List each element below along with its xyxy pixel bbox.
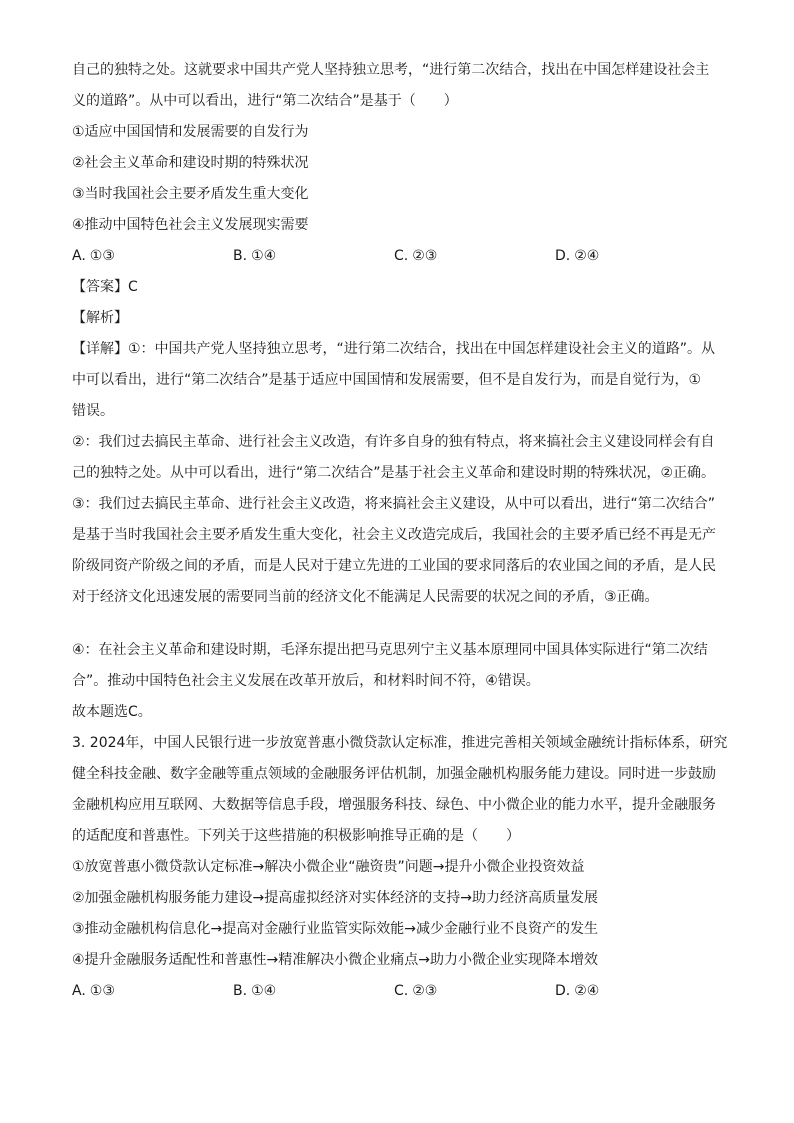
q2-option-b: B. ①④	[233, 248, 277, 264]
q3-statement: ①放宽普惠小微贷款认定标准→解决小微企业“融资贵”问题→提升小微企业投资效益	[72, 859, 585, 875]
q2-stem-line: 义的道路”。从中可以看出，进行“第二次结合”是基于（ ）	[72, 93, 458, 109]
q3-stem-line: 健全科技金融、数字金融等重点领域的金融服务评估机制，加强金融机构服务能力建设。同时进一步鼓励	[72, 766, 716, 782]
q2-option-a: A. ①③	[72, 248, 115, 264]
detail-line: ②：我们过去搞民主革命、进行社会主义改造，有许多自身的独有特点，将来搞社会主义建设同样会有自	[72, 434, 715, 450]
q3-statement: ④提升金融服务适配性和普惠性→精准解决小微企业痛点→助力小微企业实现降本增效	[72, 952, 599, 968]
q3-stem-line: 的适配度和普惠性。下列关于这些措施的积极影响推导正确的是（ ）	[72, 828, 520, 844]
detail-line: 错误。	[72, 403, 114, 419]
detail-line: 对于经济文化迅速发展的需要同当前的经济文化不能满足人民需要的状况之间的矛盾，③正确。	[72, 589, 659, 605]
detail-line: 【详解】①：中国共产党人坚持独立思考，“进行第二次结合，找出在中国怎样建设社会主义的道路”。从	[72, 341, 716, 357]
q2-option-d: D. ②④	[555, 248, 600, 264]
q2-statement: ④推动中国特色社会主义发展现实需要	[72, 217, 309, 233]
detail-line: 己的独特之处。从中可以看出，进行“第二次结合”是基于社会主义革命和建设时期的特殊状况，②正确。	[72, 465, 716, 481]
q2-statement: ②社会主义革命和建设时期的特殊状况	[72, 155, 309, 171]
q2-options	[72, 246, 727, 266]
q3-option-c: C. ②③	[394, 983, 438, 999]
detail-line: 是基于当时我国社会主要矛盾发生重大变化，社会主义改造完成后，我国社会的主要矛盾已经不再是无产	[72, 527, 716, 543]
document-page	[72, 60, 727, 1001]
q3-statement: ②加强金融机构服务能力建设→提高虚拟经济对实体经济的支持→助力经济高质量发展	[72, 890, 599, 906]
q3-option-d: D. ②④	[555, 983, 600, 999]
conclusion-line: 故本题选C。	[72, 704, 152, 720]
q3-option-b: B. ①④	[233, 983, 277, 999]
q3-option-a: A. ①③	[72, 983, 115, 999]
detail-line: ④：在社会主义革命和建设时期，毛泽东提出把马克思列宁主义基本原理同中国具体实际进行“第二次结	[72, 642, 708, 658]
detail-line: 中可以看出，进行“第二次结合”是基于适应中国国情和发展需要，但不是自发行为，而是自觉行为，①	[72, 372, 702, 388]
detail-line: 合”。推动中国特色社会主义发展在改革开放后，和材料时间不符，④错误。	[72, 673, 540, 689]
detail-line: 阶级同资产阶级之间的矛盾，而是人民对于建立先进的工业国的要求同落后的农业国之间的矛盾，是人民	[72, 558, 716, 574]
q3-options	[72, 981, 727, 1001]
analysis-tag: 【解析】	[72, 310, 128, 326]
paragraph-gap	[72, 607, 727, 629]
q2-stem-line: 自己的独特之处。这就要求中国共产党人坚持独立思考，“进行第二次结合，找出在中国怎样建设社会主	[72, 62, 710, 78]
q2-statement: ③当时我国社会主要矛盾发生重大变化	[72, 186, 309, 202]
q3-stem-line: 3. 2024年，中国人民银行进一步放宽普惠小微贷款认定标准，推进完善相关领域金融统计指标体系，研究	[72, 735, 727, 751]
detail-line: ③：我们过去搞民主革命、进行社会主义改造，将来搞社会主义建设，从中可以看出，进行“第二次结合”	[72, 496, 716, 512]
q2-statement: ①适应中国国情和发展需要的自发行为	[72, 124, 309, 140]
answer-line: 【答案】C	[72, 279, 138, 295]
q3-stem-line: 金融机构应用互联网、大数据等信息手段，增强服务科技、绿色、中小微企业的能力水平，提升金融服务	[72, 797, 716, 813]
q2-option-c: C. ②③	[394, 248, 438, 264]
q3-statement: ③推动金融机构信息化→提高对金融行业监管实际效能→减少金融行业不良资产的发生	[72, 921, 599, 937]
